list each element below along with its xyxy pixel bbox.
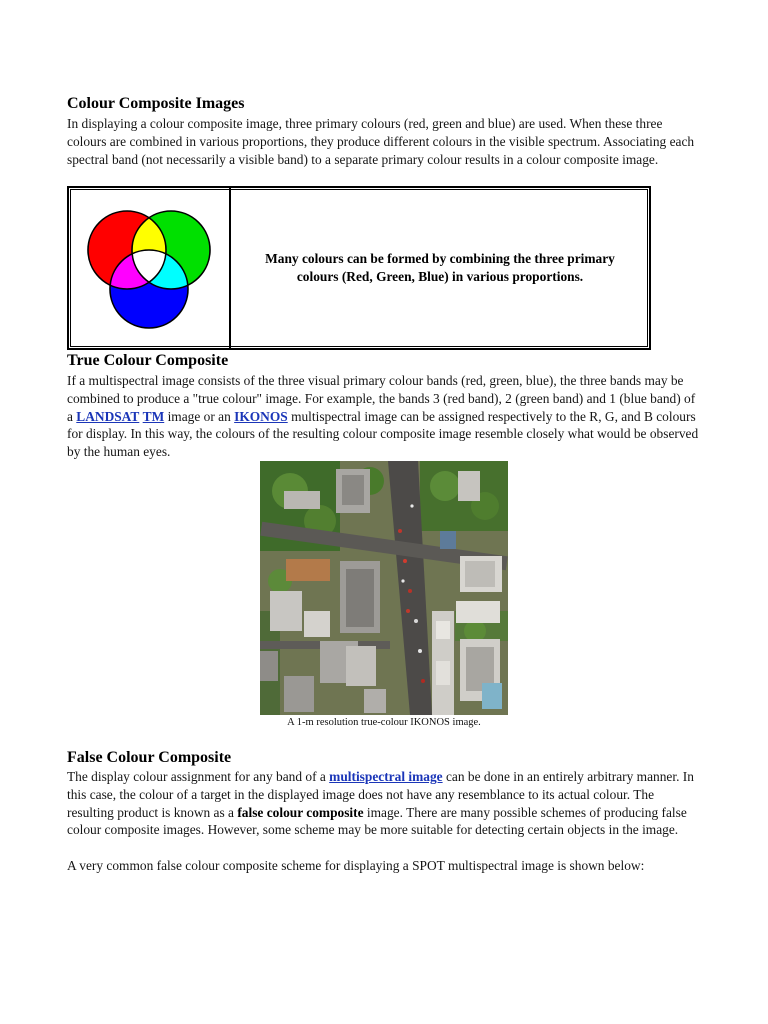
link-landsat[interactable]: LANDSAT (76, 408, 140, 424)
rgb-venn-diagram-icon (84, 203, 214, 333)
ikonos-aerial-image (260, 461, 508, 715)
paragraph-true-colour (67, 372, 703, 461)
link-tm[interactable]: TM (142, 408, 165, 424)
true-colour-text-3: multispectral image can be assigned respectively to the R, G, and B colours for display. In this way, the colours of the resulting colour composite image resemble closely what would be observed by the human eyes. (67, 408, 699, 460)
true-colour-text-1: If a multispectral image consists of the three visual primary colour bands (red, green, blue), the three bands may be combined to produce a "true colour" image. For example, the bands 3 (red band), 2 (green band) and 1 (blue band) of a (67, 373, 696, 424)
paragraph-colour-composite: In displaying a colour composite image, three primary colours (red, green and blue) are used. When these three colours are combined in various proportions, they produce different colours in the visible spectrum. Associating each spectral band (not necessarily a visible band) to a separate primary colour results in a colour composite image. (67, 116, 695, 167)
true-colour-text-2: image or an (164, 408, 235, 424)
figure-caption: A 1-m resolution true-colour IKONOS image. (287, 717, 481, 728)
venn-diagram-cell (69, 188, 231, 348)
section-title-true-colour: True Colour Composite (67, 352, 229, 369)
aerial-photo-icon (260, 461, 508, 715)
false-colour-text-1: The display colour assignment for any band of a (67, 769, 330, 784)
section-title-colour-composite: Colour Composite Images (67, 95, 245, 112)
colour-mixing-table (67, 186, 651, 350)
colour-mixing-text-cell (231, 188, 649, 348)
section-title-false-colour: False Colour Composite (67, 749, 232, 766)
paragraph-spot-scheme: A very common false colour composite scheme for displaying a SPOT multispectral image is shown below: (67, 858, 645, 873)
link-ikonos[interactable]: IKONOS (234, 408, 288, 424)
paragraph-false-colour (67, 768, 703, 839)
link-multispectral-image[interactable]: multispectral image (329, 769, 443, 784)
false-colour-composite-term: false colour composite (237, 804, 364, 820)
false-colour-text-2: can be done in an entirely arbitrary manner. In this case, the colour of a target in the displayed image does not have any resemblance to its actual colour. The resulting product is known as a (67, 769, 694, 820)
false-colour-text-3: image. There are many possible schemes of producing false colour composite images. However, some scheme may be more suitable for detecting certain objects in the image. (67, 804, 687, 838)
colour-mixing-caption: Many colours can be formed by combining the three primary colours (Red, Green, Blue) in various proportions. (265, 251, 615, 284)
